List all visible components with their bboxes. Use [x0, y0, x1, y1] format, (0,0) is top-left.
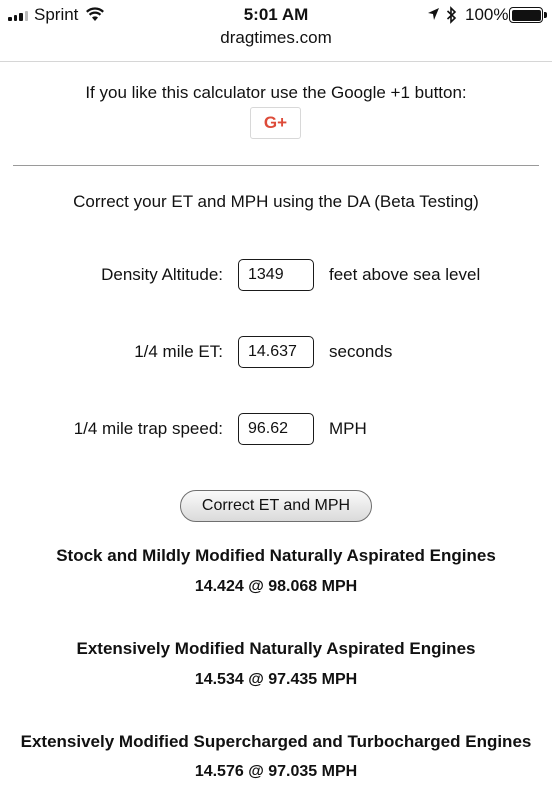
trap-speed-label: 1/4 mile trap speed:	[73, 419, 223, 438]
quarter-mile-et-label: 1/4 mile ET:	[134, 342, 223, 361]
quarter-mile-et-row	[0, 336, 552, 368]
promo-text: If you like this calculator use the Google +1 button:	[85, 83, 467, 102]
density-altitude-label: Density Altitude:	[101, 265, 223, 284]
result-title-forced-induction: Extensively Modified Supercharged and Turbocharged Engines	[20, 732, 532, 751]
bluetooth-icon	[446, 6, 457, 29]
result-value-extensive-na: 14.534 @ 97.435 MPH	[194, 671, 358, 688]
quarter-mile-et-input[interactable]	[238, 336, 314, 368]
trap-speed-unit: MPH	[329, 419, 367, 438]
trap-speed-row	[0, 413, 552, 445]
result-title-extensive-na: Extensively Modified Naturally Aspirated Engines	[76, 639, 476, 658]
trap-speed-input[interactable]	[238, 413, 314, 445]
density-altitude-row	[0, 259, 552, 291]
status-bar	[0, 0, 552, 47]
quarter-mile-et-unit: seconds	[329, 342, 393, 361]
status-time: 5:01 AM	[243, 5, 309, 24]
result-value-forced-induction: 14.576 @ 97.035 MPH	[194, 763, 358, 780]
battery-percent: 100%	[465, 5, 509, 24]
result-title-stock: Stock and Mildly Modified Naturally Aspirated Engines	[56, 546, 496, 565]
location-arrow-icon	[427, 7, 440, 26]
address-bar-url[interactable]: dragtimes.com	[220, 28, 332, 47]
battery-nub	[544, 12, 547, 18]
battery-icon	[509, 7, 543, 23]
google-plus-one-button[interactable]: G+	[250, 107, 301, 139]
section-divider	[13, 165, 539, 166]
calculator-heading: Correct your ET and MPH using the DA (Beta Testing)	[73, 192, 479, 211]
correct-et-mph-button[interactable]: Correct ET and MPH	[180, 490, 372, 522]
density-altitude-input[interactable]	[238, 259, 314, 291]
density-altitude-unit: feet above sea level	[329, 265, 481, 284]
result-value-stock: 14.424 @ 98.068 MPH	[194, 578, 358, 595]
carrier-name: Sprint	[34, 5, 79, 24]
browser-divider	[0, 61, 552, 62]
